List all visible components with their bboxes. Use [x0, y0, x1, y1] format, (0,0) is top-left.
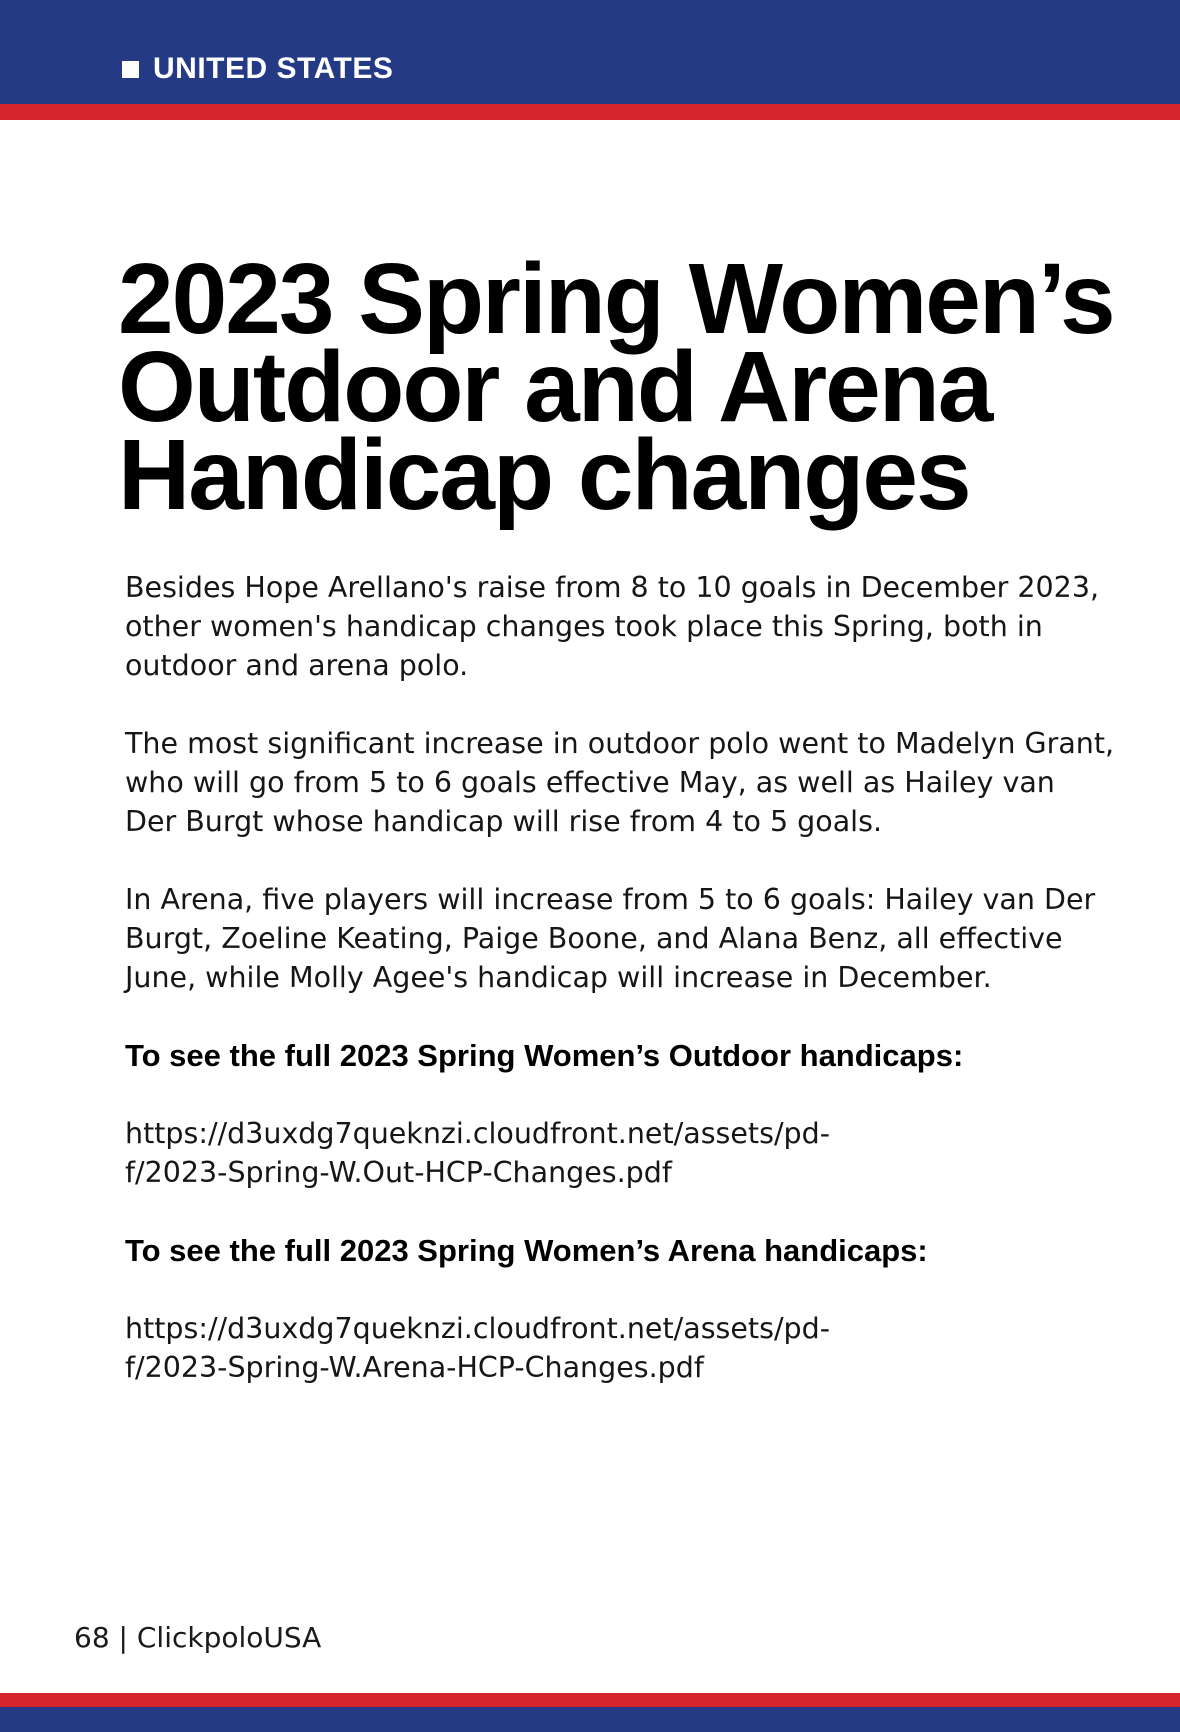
title-line: Handicap changes: [118, 419, 970, 531]
arena-handicaps-heading: To see the full 2023 Spring Women’s Arena handicaps:: [125, 1233, 928, 1268]
header-red-stripe: [0, 104, 1180, 120]
outdoor-handicaps-link[interactable]: [125, 1114, 1115, 1192]
page-footer-label: 68 | ClickpoloUSA: [74, 1621, 322, 1654]
section-label: UNITED STATES: [153, 52, 394, 85]
link-line: f/2023-Spring-W.Out-HCP-Changes.pdf: [125, 1156, 672, 1189]
footer-band: [0, 1707, 1180, 1732]
square-bullet-icon: [122, 61, 139, 78]
article-title: [118, 243, 1158, 531]
section-tag: [122, 46, 393, 92]
footer-red-stripe: [0, 1693, 1180, 1707]
link-line: https://d3uxdg7queknzi.cloudfront.net/assets/pd-: [125, 1312, 831, 1345]
article-body: [125, 568, 1115, 1426]
link-line: https://d3uxdg7queknzi.cloudfront.net/assets/pd-: [125, 1117, 831, 1150]
arena-handicaps-link[interactable]: [125, 1309, 1115, 1387]
body-paragraph: In Arena, five players will increase from 5 to 6 goals: Hailey van Der Burgt, Zoeline Keating, Paige Boone, and Alana Benz, all effective June, while Molly Agee's handicap will increase in December.: [125, 883, 1096, 994]
body-paragraph: Besides Hope Arellano's raise from 8 to 10 goals in December 2023, other women's handicap changes took place this Spring, both in outdoor and arena polo.: [125, 571, 1100, 682]
link-line: f/2023-Spring-W.Arena-HCP-Changes.pdf: [125, 1351, 704, 1384]
outdoor-handicaps-heading: To see the full 2023 Spring Women’s Outdoor handicaps:: [125, 1038, 964, 1073]
body-paragraph: The most significant increase in outdoor polo went to Madelyn Grant, who will go from 5 to 6 goals effective May, as well as Hailey van Der Burgt whose handicap will rise from 4 to 5 goals.: [125, 727, 1115, 838]
title-line: 2023 Spring Women’s: [118, 243, 1114, 355]
title-line: Outdoor and Arena: [118, 331, 992, 443]
